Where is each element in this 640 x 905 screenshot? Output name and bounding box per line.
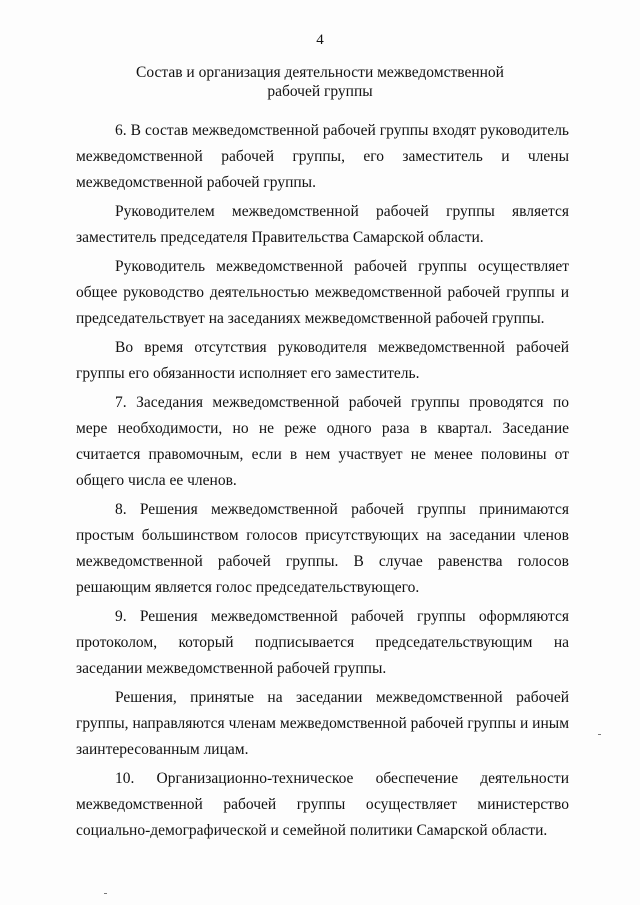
paragraph-9-protocol: 9. Решения межведомственной рабочей группы оформляются протоколом, который подписывается председательствующим на заседании межведомственной рабочей группы. xyxy=(76,608,569,677)
scan-speck xyxy=(598,734,601,735)
paragraph-8-decisions: 8. Решения межведомственной рабочей группы принимаются простым большинством голосов присутствующих на заседании членов межведомственной рабочей группы. В случае равенства голосов решающим является голос председательствующего. xyxy=(76,501,569,596)
section-title xyxy=(120,63,520,101)
page-number: 4 xyxy=(316,32,324,48)
paragraph-6-composition: 6. В состав межведомственной рабочей группы входят руководитель межведомственной рабочей группы, его заместитель и члены межведомственной рабочей группы. xyxy=(76,122,569,191)
section-title-line-1: Состав и организация деятельности межведомственной xyxy=(136,64,504,81)
paragraph-head-of-group: Руководителем межведомственной рабочей группы является заместитель председателя Правительства Самарской области. xyxy=(76,203,569,246)
paragraph-decisions-distribution: Решения, принятые на заседании межведомственной рабочей группы, направляются членам межведомственной рабочей группы и иным заинтересованным лицам. xyxy=(76,689,569,758)
paragraph-7-meetings: 7. Заседания межведомственной рабочей группы проводятся по мере необходимости, но не реже одного раза в квартал. Заседание считается правомочным, если в нем участвует не менее половины от общего числа ее членов. xyxy=(76,394,569,489)
paragraph-10-support: 10. Организационно-техническое обеспечение деятельности межведомственной рабочей группы осуществляет министерство социально-демографической и семейной политики Самарской области. xyxy=(76,770,569,839)
section-title-line-2: рабочей группы xyxy=(267,83,373,100)
document-body xyxy=(76,118,569,844)
paragraph-head-absence: Во время отсутствия руководителя межведомственной рабочей группы его обязанности исполняет его заместитель. xyxy=(76,339,569,382)
paragraph-head-duties: Руководитель межведомственной рабочей группы осуществляет общее руководство деятельностью межведомственной рабочей группы и председательствует на заседаниях межведомственной рабочей группы. xyxy=(76,258,569,327)
scan-speck xyxy=(104,893,107,894)
